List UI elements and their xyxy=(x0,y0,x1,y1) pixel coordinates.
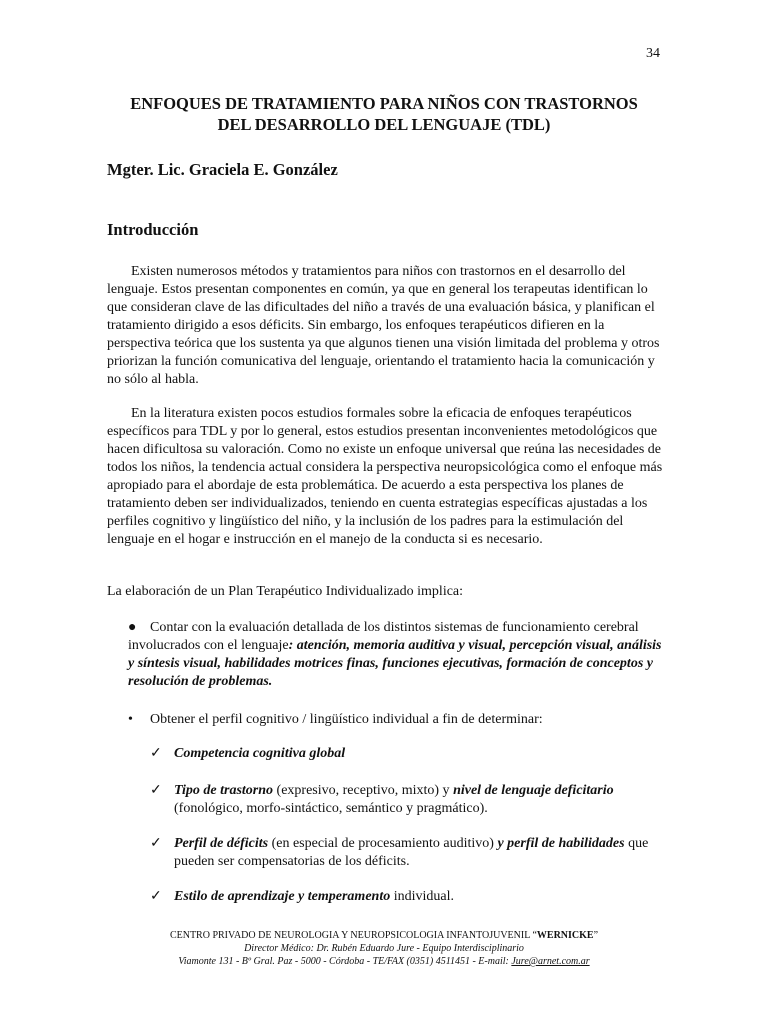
author-name: Mgter. Lic. Graciela E. González xyxy=(107,160,338,179)
bullet1-plain-text: Contar con la evaluación detallada de los distintos sistemas de funcionamiento cerebral involucrados con el lenguaje xyxy=(128,620,639,653)
checkmark-icon: ✓ xyxy=(150,746,162,761)
bullet1-bold-text: : atención, memoria auditiva y visual, percepción visual, análisis y síntesis visual, habilidades motrices finas, funciones ejecutivas, formación de conceptos y resolución de problemas. xyxy=(128,638,662,689)
plan-intro: La elaboración de un Plan Terapéutico Individualizado implica: xyxy=(107,584,464,599)
paragraph-2: En la literatura existen pocos estudios formales sobre la eficacia de enfoques terapéuticos específicos para TDL y por lo general, estos estudios presentan inconvenientes metodológicos que hacen dificultosa su valoración. Como no existe un enfoque universal que reúna las necesidades de todos los niños, la tendencia actual considera la perspectiva neuropsicológica como el enfoque más apropiado para el abordaje de esta problemática. De acuerdo a esta perspectiva los planes de tratamiento deben ser individualizados, teniendo en cuenta estrategias específicas ajustadas a los perfiles cognitivo y lingüístico del niño, y la inclusión de los padres para la estimulación del lenguaje en el hogar e instrucción en el manejo de la conducta si es necesario. xyxy=(107,406,663,547)
check4-plain-text: individual. xyxy=(390,889,454,904)
checkmark-icon: ✓ xyxy=(150,783,162,798)
check3-bold-b: y perfil de habilidades xyxy=(497,836,625,851)
footer-institution-prefix: CENTRO PRIVADO DE NEUROLOGIA Y NEUROPSICOLOGIA INFANTOJUVENIL “ xyxy=(169,930,537,941)
paragraph-1: Existen numerosos métodos y tratamientos para niños con trastornos en el desarrollo del lenguaje. Estos presentan componentes en común, ya que en general los terapeutas identifican lo que consideran clave de las dificultades del niño a través de una evaluación básica, y planifican el tratamiento dirigido a esos déficits. Sin embargo, los enfoques terapéuticos difieren en la perspectiva teórica que los sustenta ya que algunos tienen una visión limitada del problema y otros priorizan la función comunicativa del lenguaje, orientando el tratamiento hacia la comunicación y no sólo al habla. xyxy=(107,264,660,387)
check2-plain-b: (fonológico, morfo-sintáctico, semántico y pragmático). xyxy=(174,801,488,816)
footer-contact xyxy=(100,955,668,968)
check1-bold-text: Competencia cognitiva global xyxy=(174,746,346,761)
check2-bold-b: nivel de lenguaje deficitario xyxy=(453,783,614,798)
footer-institution-suffix: ” xyxy=(593,930,599,941)
title-line-2: DEL DESARROLLO DEL LENGUAJE (TDL) xyxy=(217,115,551,134)
footer-address: Viamonte 131 - Bº Gral. Paz - 5000 - Córdoba - TE/FAX (0351) 4511451 - E-mail: xyxy=(178,956,512,967)
checkmark-icon: ✓ xyxy=(150,889,162,904)
check2-bold-a: Tipo de trastorno xyxy=(174,783,274,798)
section-heading-introduccion: Introducción xyxy=(107,220,199,239)
page-footer xyxy=(100,929,668,968)
footer-director: Director Médico: Dr. Rubén Eduardo Jure - Equipo Interdisciplinario xyxy=(244,943,524,954)
checkmark-icon: ✓ xyxy=(150,836,162,851)
check3-bold-a: Perfil de déficits xyxy=(174,836,269,851)
page-number: 34 xyxy=(646,46,660,61)
footer-institution xyxy=(100,929,668,942)
list-item-bullet-2 xyxy=(128,711,668,729)
check-item-1 xyxy=(150,745,670,763)
check4-bold-text: Estilo de aprendizaje y temperamento xyxy=(174,889,391,904)
title-line-1: ENFOQUES DE TRATAMIENTO PARA NIÑOS CON TRASTORNOS xyxy=(130,94,638,113)
check3-plain-a: (en especial de procesamiento auditivo) xyxy=(268,836,498,851)
bullet-icon: ● xyxy=(128,620,137,635)
check-item-2 xyxy=(150,782,670,818)
check2-plain-a: (expresivo, receptivo, mixto) y xyxy=(273,783,454,798)
check-item-3 xyxy=(150,835,670,871)
check-item-4 xyxy=(150,888,670,906)
bullet-icon: • xyxy=(128,712,133,727)
bullet2-text: Obtener el perfil cognitivo / lingüístico individual a fin de determinar: xyxy=(150,712,543,727)
check3-plain-b: que pueden ser compensatorias de los déficits. xyxy=(174,836,649,869)
list-item-bullet-1 xyxy=(128,619,668,691)
footer-institution-name: WERNICKE xyxy=(536,930,594,941)
footer-email-link[interactable]: Jure@arnet.com.ar xyxy=(511,956,590,967)
document-title xyxy=(100,93,668,135)
